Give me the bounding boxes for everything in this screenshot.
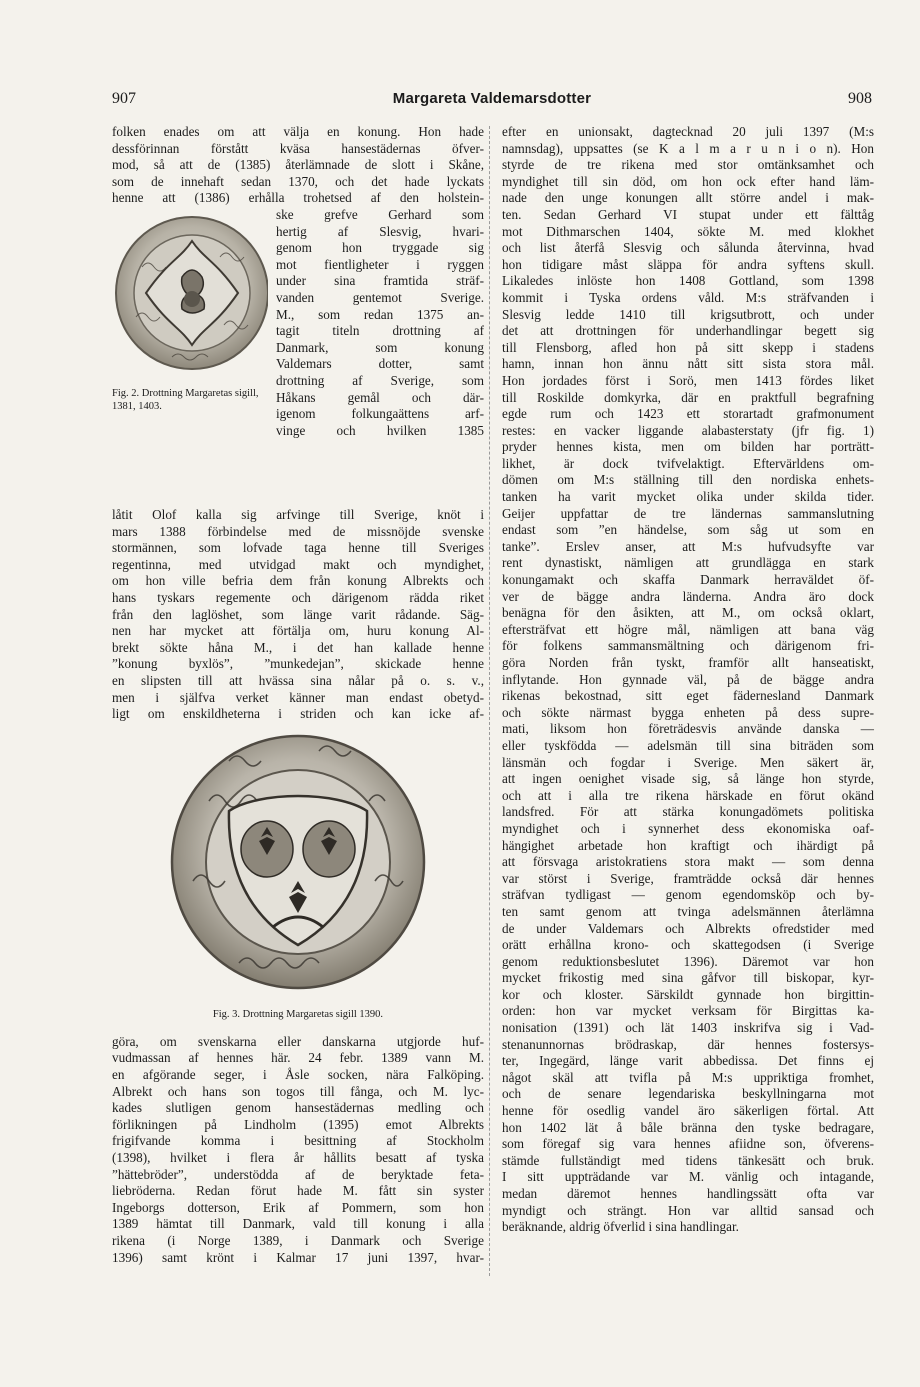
text-line: nen har mycket att förtälja om, huru konung Al- [112,623,484,639]
text-line: tanken ha varit mycket olika under skilda tider. [502,489,874,505]
text-line: mod, så att de (1385) återlämnade de slott i Skåne, [112,157,484,173]
text-line: orden: hon var mycket verksam för Birgittas ka- [502,1003,874,1019]
text-line: mot Dithmarschen 1404, sökte M. med klokhet [502,223,874,239]
text-line: hängighet arbetade hon kraftigt och ihärdigt på [502,837,874,853]
text-line: till Flensborg, afled hon på sitt skepp i stadens [502,339,874,355]
text-line: en afgörande seger, i Åsle socken, nära Falköping. [112,1067,484,1083]
text-line: henne för osedlig vandel äro säkerligen förtal. Att [502,1103,874,1119]
text-line: något skäl att tvifla på M:s uppriktiga fromhet, [502,1069,874,1085]
text-line: länsmän och fogdar i Sverige. Men säkert är, [502,754,874,770]
text-line: Albrekt och hans son togos till fånga, och M. lyc- [112,1083,484,1099]
seal-image-large [169,731,427,993]
page-title: Margareta Valdemarsdotter [392,90,592,107]
text-line: ligt om enskildheterna i striden och kan icke af- [112,706,484,722]
figure-3 [112,731,484,1024]
text-line: benägna för den åsikten, att M., om också oklart, [502,605,874,621]
text-line: vinge och hvilken 1385 [276,422,484,438]
text-line: Håkans gemål och där- [276,389,484,405]
text-line: genom hon tryggade sig [276,240,484,256]
text-line: myndighet och i synnerhet dess ekonomiska oaf- [502,820,874,836]
text-line: men i själfva verket känner man endast obetyd- [112,689,484,705]
text-line: mycket frikostig med sina gåfvor till biskopar, kyr- [502,970,874,986]
text-line: brekt sökte håna M., i det han kallade henne [112,639,484,655]
column-divider [489,126,490,1276]
text-line: konungamakt och skaffa Danmark herraväldet öf- [502,572,874,588]
text-line: göra, om svenskarna eller danskarna utgjorde huf- [112,1033,484,1049]
text-line: stenanunnornas brödraskap, där hennes fostersys- [502,1036,874,1052]
text-line: hans tyskars regemente och därigenom rädda riket [112,589,484,605]
text-line: efter en unionsakt, dagtecknad 20 juli 1397 (M:s [502,124,874,139]
text-line: myndighet till sin död, om hon ock efter hand läm- [502,173,874,189]
paragraph-right [502,124,874,1236]
text-line: att ingen oenighet visade sig, så länge hon styrde, [502,771,874,787]
text-line: namnsdag), uppsattes (se K a l m a r u n i o n). Hon [502,140,874,156]
text-line: rikena (i Norge 1389, i Danmark och Sverige [112,1233,484,1248]
text-line: orätt erhållna krono- och skattegodsen (i Sverige [502,937,874,953]
text-line: från den laglöshet, som länge varit rådande. Säg- [112,606,484,622]
text-line: och de senare legendariska beskyllningarna mot [502,1086,874,1102]
text-line: nonisation (1391) och lät 1403 inskrifva sig i Vad- [502,1020,874,1036]
text-line: dessförinnan förstått kväsa hansestädernas öfver- [112,140,484,156]
text-line: Danmark, som konung [276,339,484,355]
paragraph-continuation [112,507,484,723]
figure-2-caption: Fig. 2. Drottning Margaretas sigill, 1381, 1403. [112,387,259,412]
text-line: hamn, innan hon ännu nått sitt sista stora mål. [502,356,874,372]
text-line: stormännen, som lofvade taga henne till Sveriges [112,540,484,556]
text-line: inflytande. Hon gynnade väl, på de bägge andra [502,671,874,687]
text-line: ”konung byxlös”, ”munkedejan”, skickade henne [112,656,484,672]
text-line: och list återfå Slesvig och sålunda återvinna, hvad [502,240,874,256]
text-line: 1389 hämtat till Danmark, vald till konung i alla [112,1216,484,1232]
text-line: de under Valdemars och Albrekts ofredstider med [502,920,874,936]
text-line: ten. Sedan Gerhard VI stupat under ett fälttåg [502,206,874,222]
text-line: regentinna, med utvidgad makt och myndighet, [112,556,484,572]
text-line: I sitt uppträdande var M. vänlig och intagande, [502,1169,874,1185]
figure-3-caption: Fig. 3. Drottning Margaretas sigill 1390. [212,1009,384,1021]
text-line: som föregaf sig vara hennes afiidne son, öfverens- [502,1136,874,1152]
text-line: kor och kloster. Särskildt gynnade hon birgittin- [502,986,874,1002]
text-line: restes: en vacker liggande alabasterstaty (jfr fig. 1) [502,422,874,438]
text-line: (1398), hvilket i flera år hållits besatt af tyska [112,1150,484,1166]
text-line: dömen om M:s ställning till den nordiska enhets- [502,472,874,488]
text-line: sträfvan tydligast — genom egendomsköp och by- [502,887,874,903]
text-line: som de innehaft sedan 1370, och det hade lyckats [112,173,484,189]
text-line: hon tidigare måst släppa för andra syftens skull. [502,256,874,272]
text-line: tanke”. Erslev anser, att M:s hufvudsyfte var [502,538,874,554]
text-line: landsfred. För att stärka konungadömets politiska [502,804,874,820]
text-line: ske grefve Gerhard som [276,206,484,222]
text-line: för folkens sammansmältning och därigenom fri- [502,638,874,654]
text-line: liebröderna. Redan förut hade M. fått sin syster [112,1183,484,1199]
text-line: eller tyskfödda — adelsmän till sina biträden som [502,737,874,753]
text-line: om hon ville befria dem från konung Albrekts och [112,573,484,589]
text-line: igenom folkungaättens arf- [276,406,484,422]
text-line: ver de bägge andra länderna. Andra äro dock [502,588,874,604]
text-line: Geijer uppfattar de tre ländernas sammanslutning [502,505,874,521]
text-line: hon 1402 lät å båle bränna den tyske bedragare, [502,1119,874,1135]
text-line: rent dynastiskt, nämligen att grundlägga en stark [502,555,874,571]
text-line: eftersträfvat ett högre mål, nämligen att bana väg [502,621,874,637]
text-line: att försvaga aristokratiens stora makt — som denna [502,854,874,870]
text-line: under sina framtida sträf- [276,273,484,289]
text-line: likhet, är dock tvifvelaktigt. Eftervärldens om- [502,455,874,471]
text-line: en slipsten till att hvässa sina nålar på o. s. v., [112,672,484,688]
paragraph-intro [112,124,484,207]
text-line: tagit titeln drottning af [276,323,484,339]
text-line: beräknande, aldrig öfverlid i sina handlingar. [502,1219,739,1235]
text-line: styrde de tre rikena med stor omtänksamhet och [502,157,874,173]
text-line: myndigt och strängt. Hon var alltid sansad och [502,1202,874,1218]
text-line: mati, liksom hon företrädesvis använde danska — [502,721,874,737]
text-line: mars 1388 förbindelse med de missnöjde svenske [112,523,484,539]
text-line: mot fientligheter i ryggen [276,256,484,272]
right-column [502,124,874,1236]
text-line: frigifvande komma i besittning af Stockholm [112,1133,484,1149]
text-line: M., som redan 1375 an- [276,306,484,322]
text-line: det att drottningen för underhandlingar begett sig [502,323,874,339]
text-line: medan däremot hennes handlingssätt ofta var [502,1186,874,1201]
text-line: nade den unge konungen allt större andel i mak- [502,190,874,206]
text-line: och att i alla tre rikena härskade en förut okänd [502,787,874,803]
text-line: genom reduktionsbeslutet 1396). Däremot var hon [502,953,874,969]
text-line: ten samt genom att tvinga adelsmännen återlämna [502,903,874,919]
text-line: pryder hennes kista, men om bilden har porträtt- [502,439,874,455]
running-header [112,90,872,112]
text-line: Slesvig ledde 1410 till krigsutbrott, och under [502,306,874,322]
text-line: rikenas bekostnad, sitt eget fädernesland Danmark [502,688,874,704]
figure-2 [112,207,268,503]
text-line: ter, Ingegärd, länge varit abbedissa. Det finns ej [502,1053,874,1069]
text-line: och sökte närmast bygga enheten på dess supre- [502,704,874,720]
text-line: till Roskilde domkyrka, där en praktfull begrafning [502,389,874,405]
text-line: ”hättebröder”, understödda af de beryktade feta- [112,1166,484,1182]
text-line: egde rum och 1423 ett storartadt grafmonument [502,406,874,422]
text-line: förlikningen på Lindholm (1395) emot Albrekts [112,1116,484,1132]
text-line: Hon jordades först i Sorö, men 1413 fördes liket [502,372,874,388]
text-line: kommit i Tyska ordens våld. M:s sträfvanden i [502,289,874,305]
text-line: stämde fullständigt med tidens tänkesätt och bruk. [502,1152,874,1168]
text-line: Likaledes inlöste hon 1408 Gottland, som 1398 [502,273,874,289]
page-number-left: 907 [112,90,136,107]
text-line: drottning af Sverige, som [276,372,484,388]
left-column [112,124,484,1266]
text-line: endast som ”en händelse, som såg ut som en [502,522,874,538]
text-line: låtit Olof kalla sig arfvinge till Sverige, knöt i [112,506,484,522]
text-line: Ingeborgs dotterson, Erik af Pommern, som hon [112,1199,484,1215]
page-number-right: 908 [848,90,872,107]
seal-image-small [112,207,268,377]
text-line: 1396) samt krönt i Kalmar 17 juni 1397, hvar- [112,1249,484,1265]
text-line: var störst i Sverige, framträdde också där hennes [502,870,874,886]
paragraph-battle [112,1034,484,1266]
text-line: Valdemars dotter, samt [276,356,484,372]
text-line: vanden gentemot Sverige. [276,289,484,305]
text-line: göra Norden från tyskt, framför allt hanseatiskt, [502,655,874,670]
text-line: kades slutligen genom hansestädernas medling och [112,1100,484,1116]
text-line: hertig af Slesvig, hvari- [276,223,484,239]
text-line: henne att (1386) erhålla trohetsed af den holstein- [112,190,484,206]
text-line: folken enades om att välja en konung. Hon hade [112,124,484,139]
text-line: vudmassan af hennes här. 24 febr. 1389 vann M. [112,1050,484,1066]
